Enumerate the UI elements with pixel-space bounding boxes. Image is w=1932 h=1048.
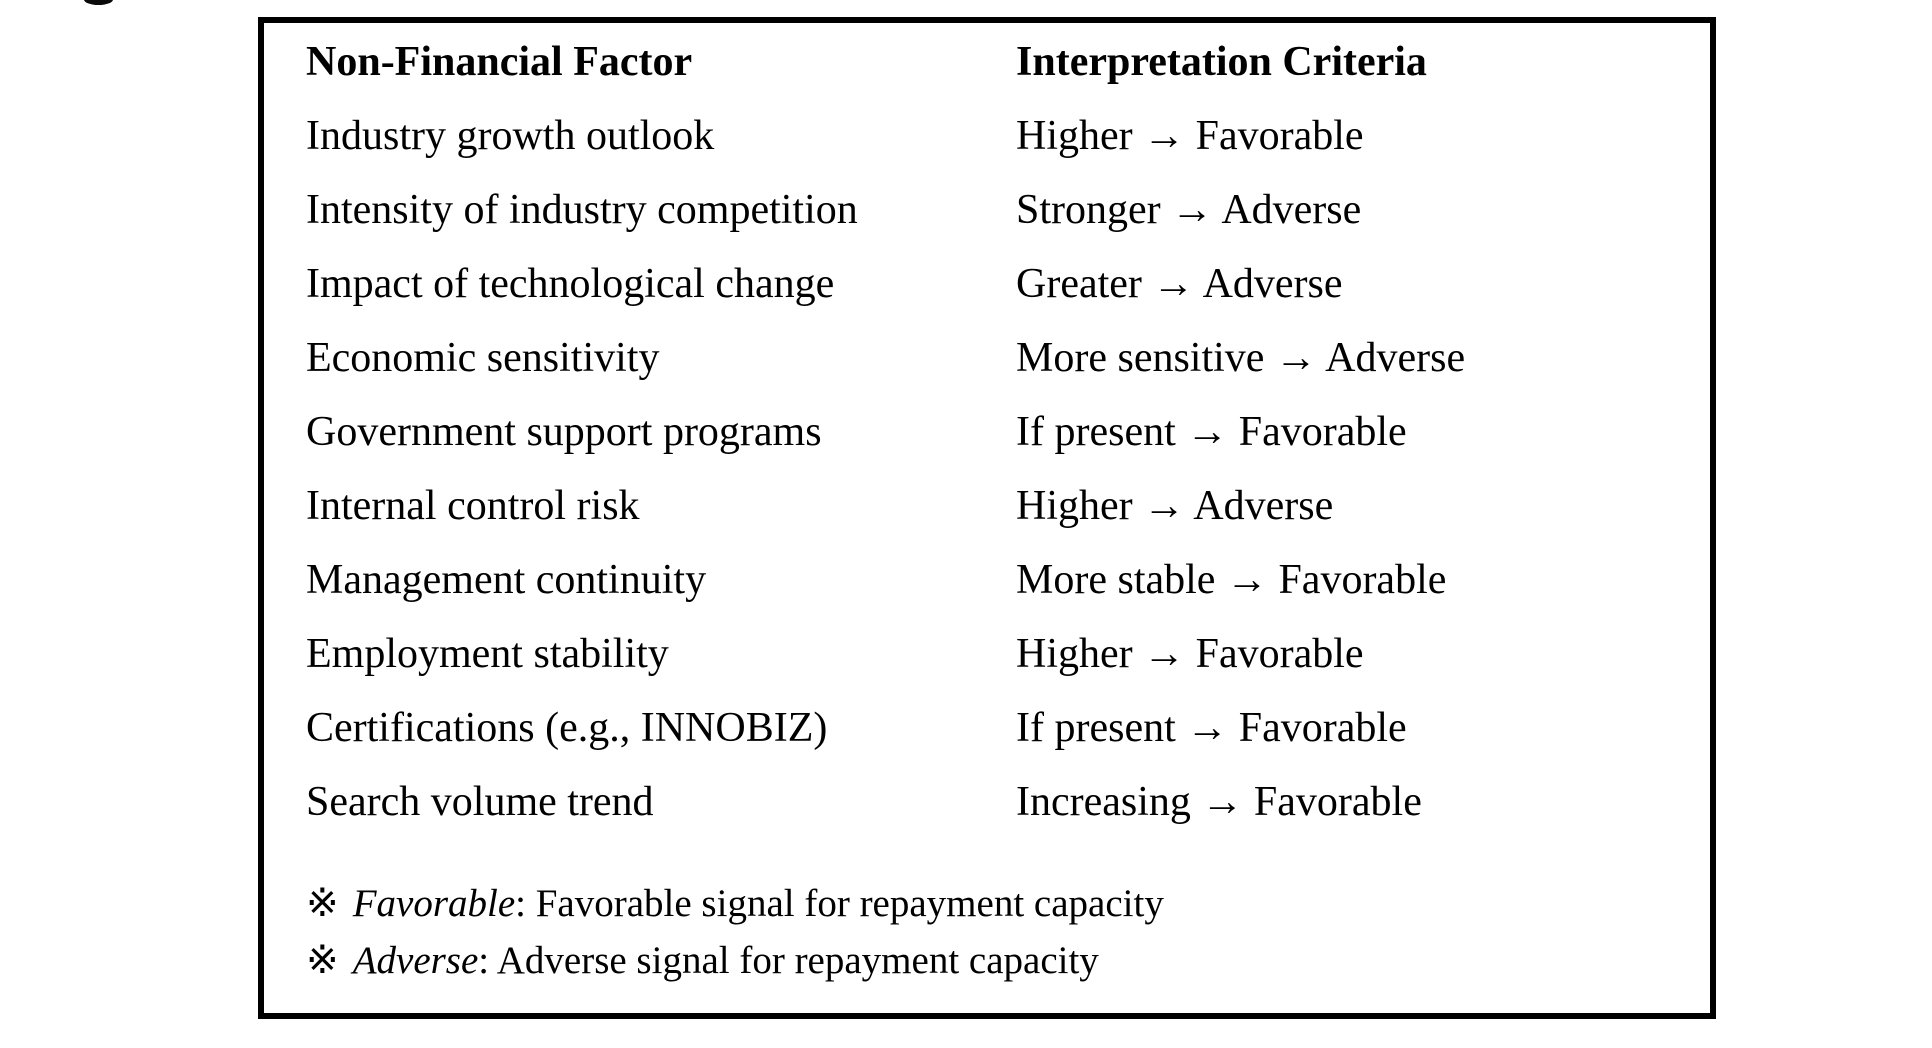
footnote-term: Favorable bbox=[352, 882, 516, 925]
factor-cell: Employment stability bbox=[306, 631, 669, 677]
factor-cell: Internal control risk bbox=[306, 483, 640, 529]
footnote-adverse bbox=[306, 932, 1710, 989]
table-row bbox=[306, 765, 1710, 839]
factor-cell: Economic sensitivity bbox=[306, 335, 660, 381]
criteria-cell: Greater → Adverse bbox=[1016, 261, 1343, 307]
factor-cell: Search volume trend bbox=[306, 779, 654, 825]
cropped-caption-text-fragment bbox=[84, 0, 113, 5]
table-row bbox=[306, 543, 1710, 617]
table-row bbox=[306, 173, 1710, 247]
table-row bbox=[306, 247, 1710, 321]
column-header-criteria: Interpretation Criteria bbox=[1016, 39, 1427, 85]
reference-mark-icon: ※ bbox=[306, 882, 339, 925]
footnote-favorable bbox=[306, 875, 1710, 932]
factor-cell: Intensity of industry competition bbox=[306, 187, 858, 233]
table-row bbox=[306, 321, 1710, 395]
footnote-text: : Adverse signal for repayment capacity bbox=[478, 939, 1099, 982]
factor-cell: Certifications (e.g., INNOBIZ) bbox=[306, 705, 828, 751]
factor-cell: Industry growth outlook bbox=[306, 113, 715, 159]
footnote-text: : Favorable signal for repayment capacity bbox=[515, 882, 1164, 925]
non-financial-factor-table bbox=[258, 17, 1716, 1019]
criteria-cell: If present → Favorable bbox=[1016, 409, 1407, 455]
table-row bbox=[306, 617, 1710, 691]
criteria-cell: Higher → Favorable bbox=[1016, 113, 1364, 159]
factor-cell: Impact of technological change bbox=[306, 261, 835, 307]
table-body bbox=[306, 99, 1710, 839]
table-row bbox=[306, 691, 1710, 765]
criteria-cell: More stable → Favorable bbox=[1016, 557, 1447, 603]
column-header-factor: Non-Financial Factor bbox=[306, 39, 693, 85]
table-row bbox=[306, 395, 1710, 469]
table-row bbox=[306, 99, 1710, 173]
factor-cell: Government support programs bbox=[306, 409, 822, 455]
criteria-cell: Higher → Favorable bbox=[1016, 631, 1364, 677]
criteria-cell: Higher → Adverse bbox=[1016, 483, 1334, 529]
reference-mark-icon: ※ bbox=[306, 939, 339, 982]
criteria-cell: Stronger → Adverse bbox=[1016, 187, 1362, 233]
table-row bbox=[306, 469, 1710, 543]
factor-cell: Management continuity bbox=[306, 557, 707, 603]
criteria-cell: More sensitive → Adverse bbox=[1016, 335, 1466, 381]
table-header-row bbox=[306, 25, 1710, 99]
criteria-cell: Increasing → Favorable bbox=[1016, 779, 1422, 825]
criteria-cell: If present → Favorable bbox=[1016, 705, 1407, 751]
footnotes-block bbox=[306, 875, 1710, 989]
footnote-term: Adverse bbox=[352, 939, 479, 982]
